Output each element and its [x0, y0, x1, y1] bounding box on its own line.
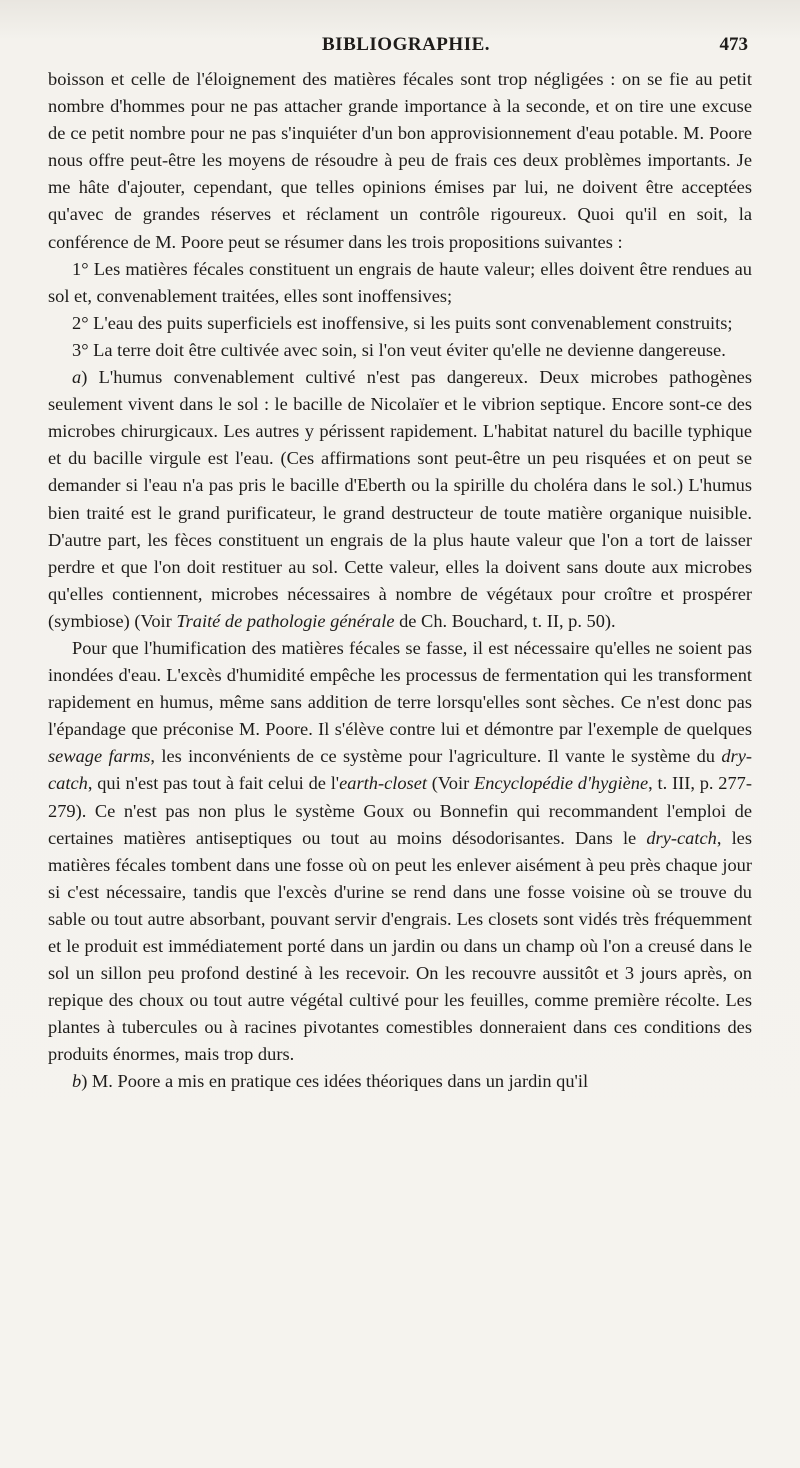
italic-text: dry-catch	[48, 746, 752, 794]
paragraph-text: (Voir	[426, 773, 474, 794]
body-text	[48, 66, 752, 1096]
paragraph	[48, 337, 752, 364]
italic-text: dry-catch	[646, 827, 717, 848]
paragraph	[48, 66, 752, 256]
paragraph-text: , t. III, p. 277-279). Ce n'est pas non plus le système Goux ou Bonnefin qui recommandent l'emploi de certaines matières antiseptiques ou tout au moins désodorisantes. Dans le	[48, 773, 752, 848]
paragraph	[48, 1068, 752, 1095]
paragraph	[48, 364, 752, 635]
paragraph	[48, 310, 752, 337]
paragraph	[48, 256, 752, 310]
paragraph-text: , qui n'est pas tout à fait celui de l'	[87, 773, 340, 794]
page-title: BIBLIOGRAPHIE.	[322, 34, 491, 55]
italic-text: earth-closet	[339, 773, 427, 794]
paragraph-text: Pour que l'humification des matières fécales se fasse, il est nécessaire qu'elles ne soient pas inondées d'eau. L'excès d'humidité empêche les processus de fermentation qui les transforment rapidement en humus, même sans addition de terre lorsqu'elles sont sèches. Ce n'est donc pas l'épandage que préconise M. Poore. Il s'élève contre lui et démontre par l'exemple de quelques	[48, 637, 752, 740]
page-number: 473	[719, 34, 748, 55]
italic-text: a	[72, 367, 82, 388]
paragraph-text: , les matières fécales tombent dans une fosse où on peut les enlever aisément à peu près chaque jour si c'est nécessaire, tandis que l'excès d'urine se rend dans une fosse voisine où se trouve du sable ou tout autre absorbant, pouvant servir d'engrais. Les closets sont vidés très fréquemment et le produit est immédiatement porté dans un jardin ou dans un champ où l'on a creusé dans le sol un sillon peu profond destiné à les recevoir. On les recouvre aussitôt et 3 jours après, on repique des choux ou tout autre végétal cultivé pour les feuilles, comme première récolte. Les plantes à tubercules ou à racines pivotantes comestibles donneraient dans ces conditions des produits énormes, mais trop durs.	[48, 827, 752, 1065]
paragraph-text: ) L'humus convenablement cultivé n'est pas dangereux. Deux microbes pathogènes seulement vivent dans le sol : le bacille de Nicolaïer et le vibrion septique. Encore sont-ce des microbes chirurgicaux. Les autres y périssent rapidement. L'habitat naturel du bacille typhique et du bacille virgule est l'eau. (Ces affirmations sont peut-être un peu risquées et on peut se demander si l'eau n'a pas pris le bacille d'Eberth ou la spirille du choléra dans le sol.) L'humus bien traité est le grand purificateur, le grand destructeur de toute matière organique nuisible. D'autre part, les fèces constituent un engrais de la plus haute valeur que l'on a tort de laisser perdre et que l'on doit restituer au sol. Cette valeur, elles la doivent sans doute aux microbes qu'elles contiennent, microbes nécessaires à nombre de végétaux pour croître et prospérer (symbiose) (Voir	[48, 367, 752, 631]
paragraph-text: boisson et celle de l'éloignement des matières fécales sont trop négligées : on se fie au petit nombre d'hommes pour ne pas attacher grande importance à la seconde, et on tire une excuse de ce petit nombre pour ne pas s'inquiéter d'un bon approvisionnement d'eau potable. M. Poore nous offre peut-être les moyens de résoudre à peu de frais ces deux problèmes importants. Je me hâte d'ajouter, cependant, que telles opinions émises par lui, ne doivent être acceptées qu'avec de grandes réserves et réclament un contrôle rigoureux. Quoi qu'il en soit, la conférence de M. Poore peut se résumer dans les trois propositions suivantes :	[48, 69, 752, 252]
italic-text: sewage farms	[48, 746, 151, 767]
paragraph-text: 2° L'eau des puits superficiels est inoffensive, si les puits sont convenablement construits;	[72, 312, 733, 333]
italic-text: b	[72, 1071, 82, 1092]
paragraph-text: 3° La terre doit être cultivée avec soin, si l'on veut éviter qu'elle ne devienne dangereuse.	[72, 339, 726, 360]
running-header	[0, 30, 800, 60]
paragraph-text: ) M. Poore a mis en pratique ces idées théoriques dans un jardin qu'il	[81, 1071, 589, 1092]
paragraph-text: de Ch. Bouchard, t. II, p. 50).	[394, 610, 616, 631]
italic-text: Encyclopédie d'hygiène	[473, 773, 649, 794]
italic-text: Traité de pathologie générale	[176, 610, 395, 631]
paragraph-text: 1° Les matières fécales constituent un engrais de haute valeur; elles doivent être rendues au sol et, convenablement traitées, elles sont inoffensives;	[48, 258, 752, 306]
paragraph	[48, 635, 752, 1069]
paragraph-text: , les inconvénients de ce système pour l'agriculture. Il vante le système du	[150, 746, 722, 767]
